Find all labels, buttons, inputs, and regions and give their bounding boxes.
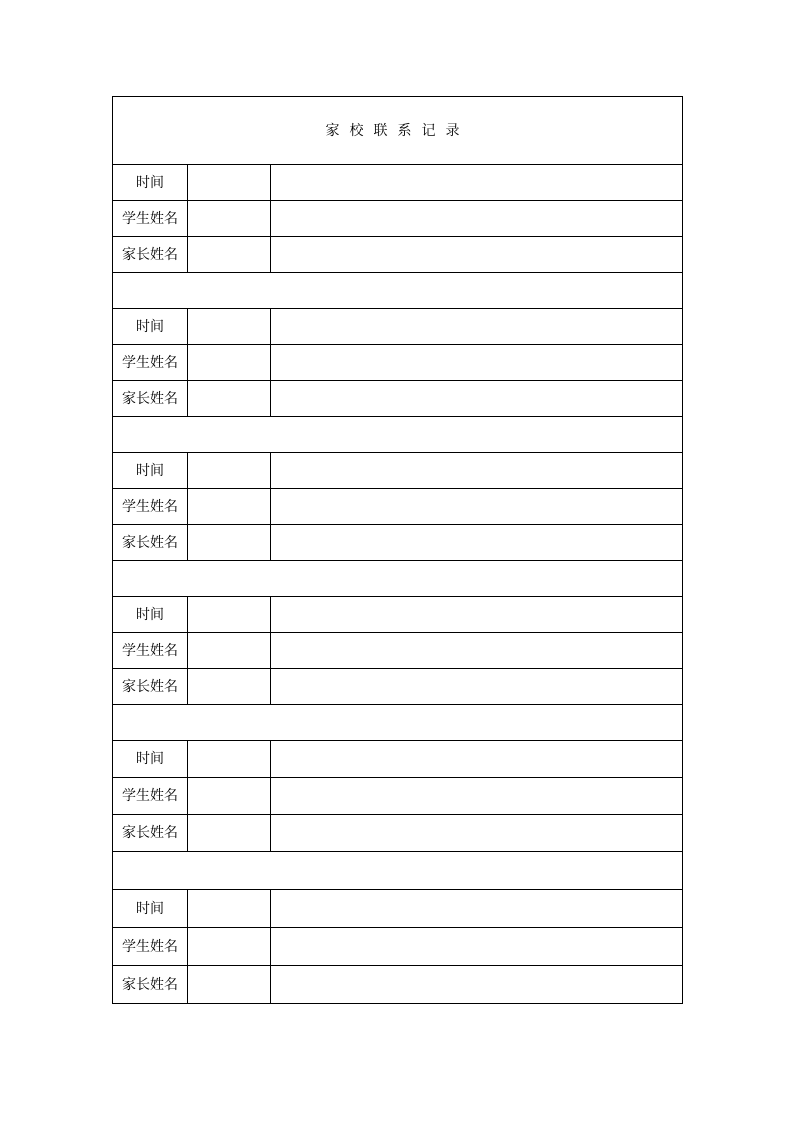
student-note-field[interactable]: [271, 201, 683, 237]
parent-name-row: [113, 381, 683, 417]
student-name-field[interactable]: [188, 928, 271, 966]
contact-content-field[interactable]: [113, 417, 683, 453]
parent-name-field[interactable]: [188, 525, 271, 561]
time-row: [113, 597, 683, 633]
parent-name-row: [113, 237, 683, 273]
contact-content-field[interactable]: [113, 852, 683, 890]
time-row: [113, 890, 683, 928]
student-name-row: [113, 489, 683, 525]
contact-record-form: [112, 96, 683, 1004]
parent-name-label: 家长姓名: [113, 525, 188, 561]
parent-name-field[interactable]: [188, 237, 271, 273]
parent-note-field[interactable]: [271, 966, 683, 1004]
parent-name-label: 家长姓名: [113, 237, 188, 273]
student-name-label: 学生姓名: [113, 201, 188, 237]
parent-note-field[interactable]: [271, 815, 683, 852]
parent-name-field[interactable]: [188, 815, 271, 852]
contact-content-field[interactable]: [113, 273, 683, 309]
parent-name-label: 家长姓名: [113, 815, 188, 852]
contact-content-field[interactable]: [113, 561, 683, 597]
time-note-field[interactable]: [271, 890, 683, 928]
time-label: 时间: [113, 597, 188, 633]
time-label: 时间: [113, 453, 188, 489]
student-name-field[interactable]: [188, 345, 271, 381]
parent-name-label: 家长姓名: [113, 966, 188, 1004]
parent-note-field[interactable]: [271, 525, 683, 561]
time-row: [113, 309, 683, 345]
content-row: [113, 273, 683, 309]
time-row: [113, 453, 683, 489]
student-name-label: 学生姓名: [113, 928, 188, 966]
parent-note-field[interactable]: [271, 669, 683, 705]
student-name-row: [113, 928, 683, 966]
time-note-field[interactable]: [271, 597, 683, 633]
time-label: 时间: [113, 165, 188, 201]
time-value-field[interactable]: [188, 309, 271, 345]
student-note-field[interactable]: [271, 928, 683, 966]
time-value-field[interactable]: [188, 165, 271, 201]
contact-content-field[interactable]: [113, 705, 683, 741]
student-note-field[interactable]: [271, 489, 683, 525]
time-row: [113, 741, 683, 778]
student-name-row: [113, 201, 683, 237]
time-note-field[interactable]: [271, 165, 683, 201]
time-value-field[interactable]: [188, 890, 271, 928]
time-note-field[interactable]: [271, 309, 683, 345]
student-name-label: 学生姓名: [113, 778, 188, 815]
parent-name-field[interactable]: [188, 669, 271, 705]
time-label: 时间: [113, 890, 188, 928]
parent-name-row: [113, 966, 683, 1004]
student-name-label: 学生姓名: [113, 345, 188, 381]
parent-name-row: [113, 525, 683, 561]
time-value-field[interactable]: [188, 453, 271, 489]
time-value-field[interactable]: [188, 741, 271, 778]
parent-note-field[interactable]: [271, 381, 683, 417]
title-row: [113, 97, 683, 165]
time-label: 时间: [113, 309, 188, 345]
student-name-field[interactable]: [188, 489, 271, 525]
student-name-field[interactable]: [188, 201, 271, 237]
student-name-row: [113, 345, 683, 381]
student-note-field[interactable]: [271, 633, 683, 669]
content-row: [113, 417, 683, 453]
form-title: 家校联系记录: [113, 97, 683, 165]
parent-note-field[interactable]: [271, 237, 683, 273]
student-note-field[interactable]: [271, 778, 683, 815]
content-row: [113, 705, 683, 741]
student-note-field[interactable]: [271, 345, 683, 381]
student-name-row: [113, 778, 683, 815]
parent-name-row: [113, 815, 683, 852]
student-name-row: [113, 633, 683, 669]
parent-name-row: [113, 669, 683, 705]
parent-name-field[interactable]: [188, 966, 271, 1004]
time-note-field[interactable]: [271, 741, 683, 778]
parent-name-label: 家长姓名: [113, 669, 188, 705]
content-row: [113, 852, 683, 890]
student-name-label: 学生姓名: [113, 489, 188, 525]
time-row: [113, 165, 683, 201]
student-name-field[interactable]: [188, 633, 271, 669]
student-name-field[interactable]: [188, 778, 271, 815]
time-note-field[interactable]: [271, 453, 683, 489]
time-label: 时间: [113, 741, 188, 778]
time-value-field[interactable]: [188, 597, 271, 633]
parent-name-field[interactable]: [188, 381, 271, 417]
student-name-label: 学生姓名: [113, 633, 188, 669]
parent-name-label: 家长姓名: [113, 381, 188, 417]
content-row: [113, 561, 683, 597]
